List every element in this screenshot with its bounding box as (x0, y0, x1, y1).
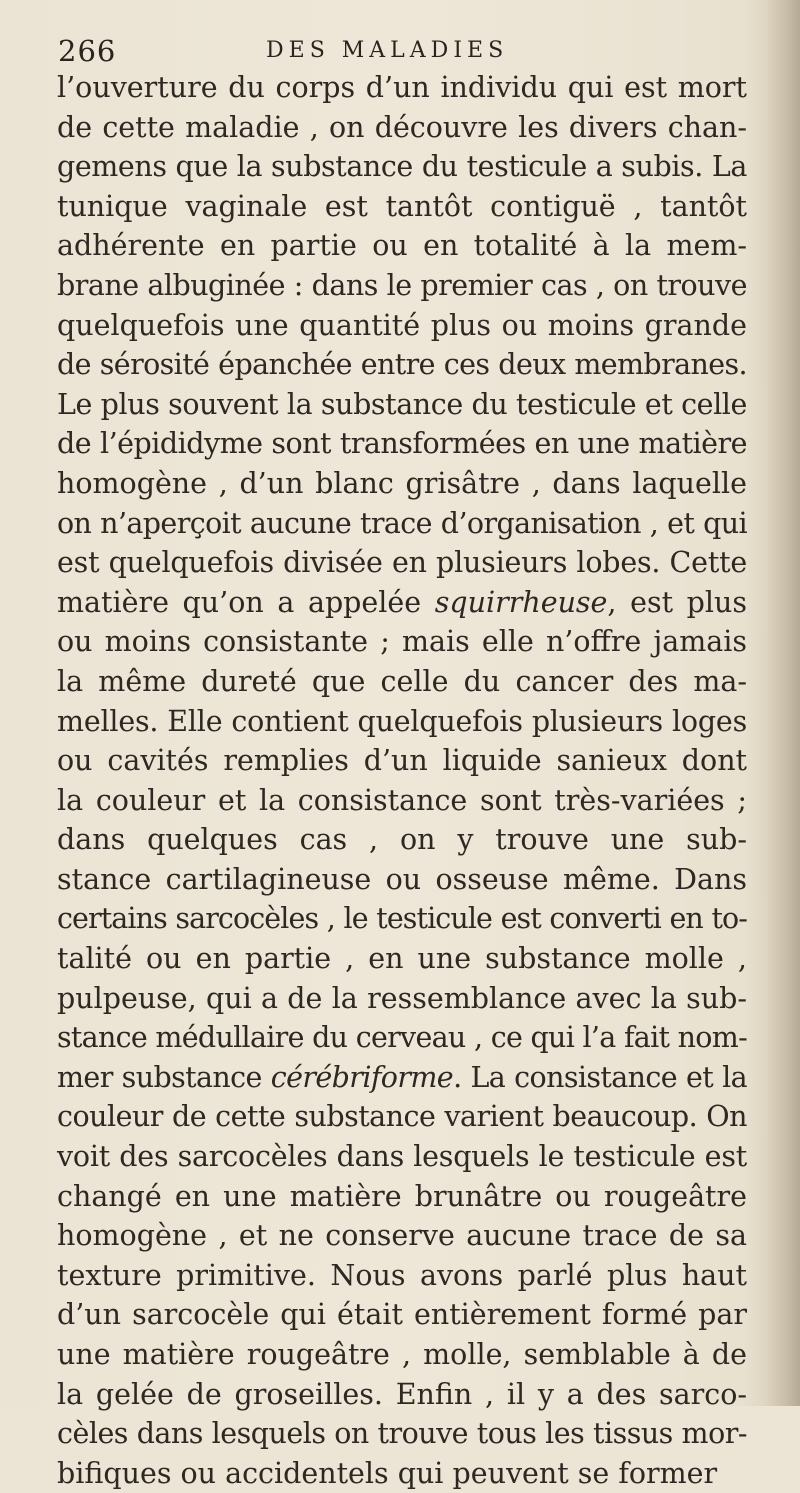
text-line: brane albuginée : dans le premier cas , on trouve (57, 268, 747, 302)
text-line: changé en une matière brunâtre ou rougeâtre (57, 1179, 747, 1213)
text-run: matière qu’on a appelée (57, 585, 422, 619)
text-line: talité ou en partie , en une substance molle , (57, 942, 747, 976)
text-line: cèles dans lesquels on trouve tous les tissus mor- (57, 1417, 747, 1451)
text-line: on n’aperçoit aucune trace d’organisation , et qui (57, 506, 747, 540)
text-line: homogène , et ne conserve aucune trace de sa (57, 1219, 747, 1253)
text-line: couleur de cette substance varient beaucoup. On (57, 1100, 747, 1134)
text-line: bifiques ou accidentels qui peuvent se former (57, 1456, 718, 1490)
text-line: une matière rougeâtre , molle, semblable à de (57, 1338, 747, 1371)
text-line: l’ouverture du corps d’un individu qui est mort (57, 71, 747, 104)
text-line: quelquefois une quantité plus ou moins grande (57, 308, 747, 342)
text-line: Le plus souvent la substance du testicule et celle (57, 387, 747, 421)
text-line: de cette maladie , on découvre les divers chan- (57, 110, 747, 144)
text-line (57, 583, 747, 623)
italic-term: cérébriforme (270, 1060, 454, 1094)
text-line: certains sarcocèles , le testicule est converti en to- (57, 902, 747, 936)
text-line: texture primitive. Nous avons parlé plus haut (57, 1258, 747, 1292)
text-line: est quelquefois divisée en plusieurs lobes. Cette (57, 546, 747, 580)
text-run: mer substance (57, 1060, 262, 1094)
text-line: gemens que la substance du testicule a subis. La (57, 150, 747, 184)
text-line: homogène , d’un blanc grisâtre , dans laquelle (57, 466, 747, 500)
text-line: dans quelques cas , on y trouve une sub- (57, 823, 747, 857)
text-line: stance cartilagineuse ou osseuse même. Dans (57, 862, 747, 896)
body-text (57, 68, 747, 1493)
text-line: ou cavités remplies d’un liquide sanieux dont (57, 744, 747, 778)
text-line: de l’épididyme sont transformées en une matière (57, 427, 747, 461)
text-line (57, 1058, 747, 1098)
text-line: la gelée de groseilles. Enfin , il y a des sarco- (57, 1377, 747, 1411)
text-line: adhérente en partie ou en totalité à la mem- (57, 229, 747, 263)
text-line: melles. Elle contient quelquefois plusieurs loges (57, 704, 747, 738)
italic-term: squirrheuse (434, 585, 608, 619)
text-line: d’un sarcocèle qui était entièrement formé par (57, 1298, 747, 1332)
text-line: la couleur et la consistance sont très-variées ; (57, 783, 747, 817)
running-head: DES MALADIES (266, 38, 509, 63)
text-line: de sérosité épanchée entre ces deux membranes. (57, 348, 747, 382)
text-run: , est plus (607, 585, 747, 619)
text-run: . La consistance et la (453, 1060, 747, 1094)
text-line: ou moins consistante ; mais elle n’offre jamais (57, 625, 747, 659)
text-line: stance médullaire du cerveau , ce qui l’a fait nom- (57, 1021, 747, 1055)
text-line: la même dureté que celle du cancer des ma- (57, 664, 747, 698)
text-line: pulpeuse, qui a de la ressemblance avec la sub- (57, 981, 747, 1015)
page-number: 266 (58, 34, 117, 68)
page-edge-shadow (766, 0, 800, 1406)
text-line: tunique vaginale est tantôt contiguë , tantôt (57, 189, 747, 223)
text-line: voit des sarcocèles dans lesquels le testicule est (57, 1140, 747, 1174)
